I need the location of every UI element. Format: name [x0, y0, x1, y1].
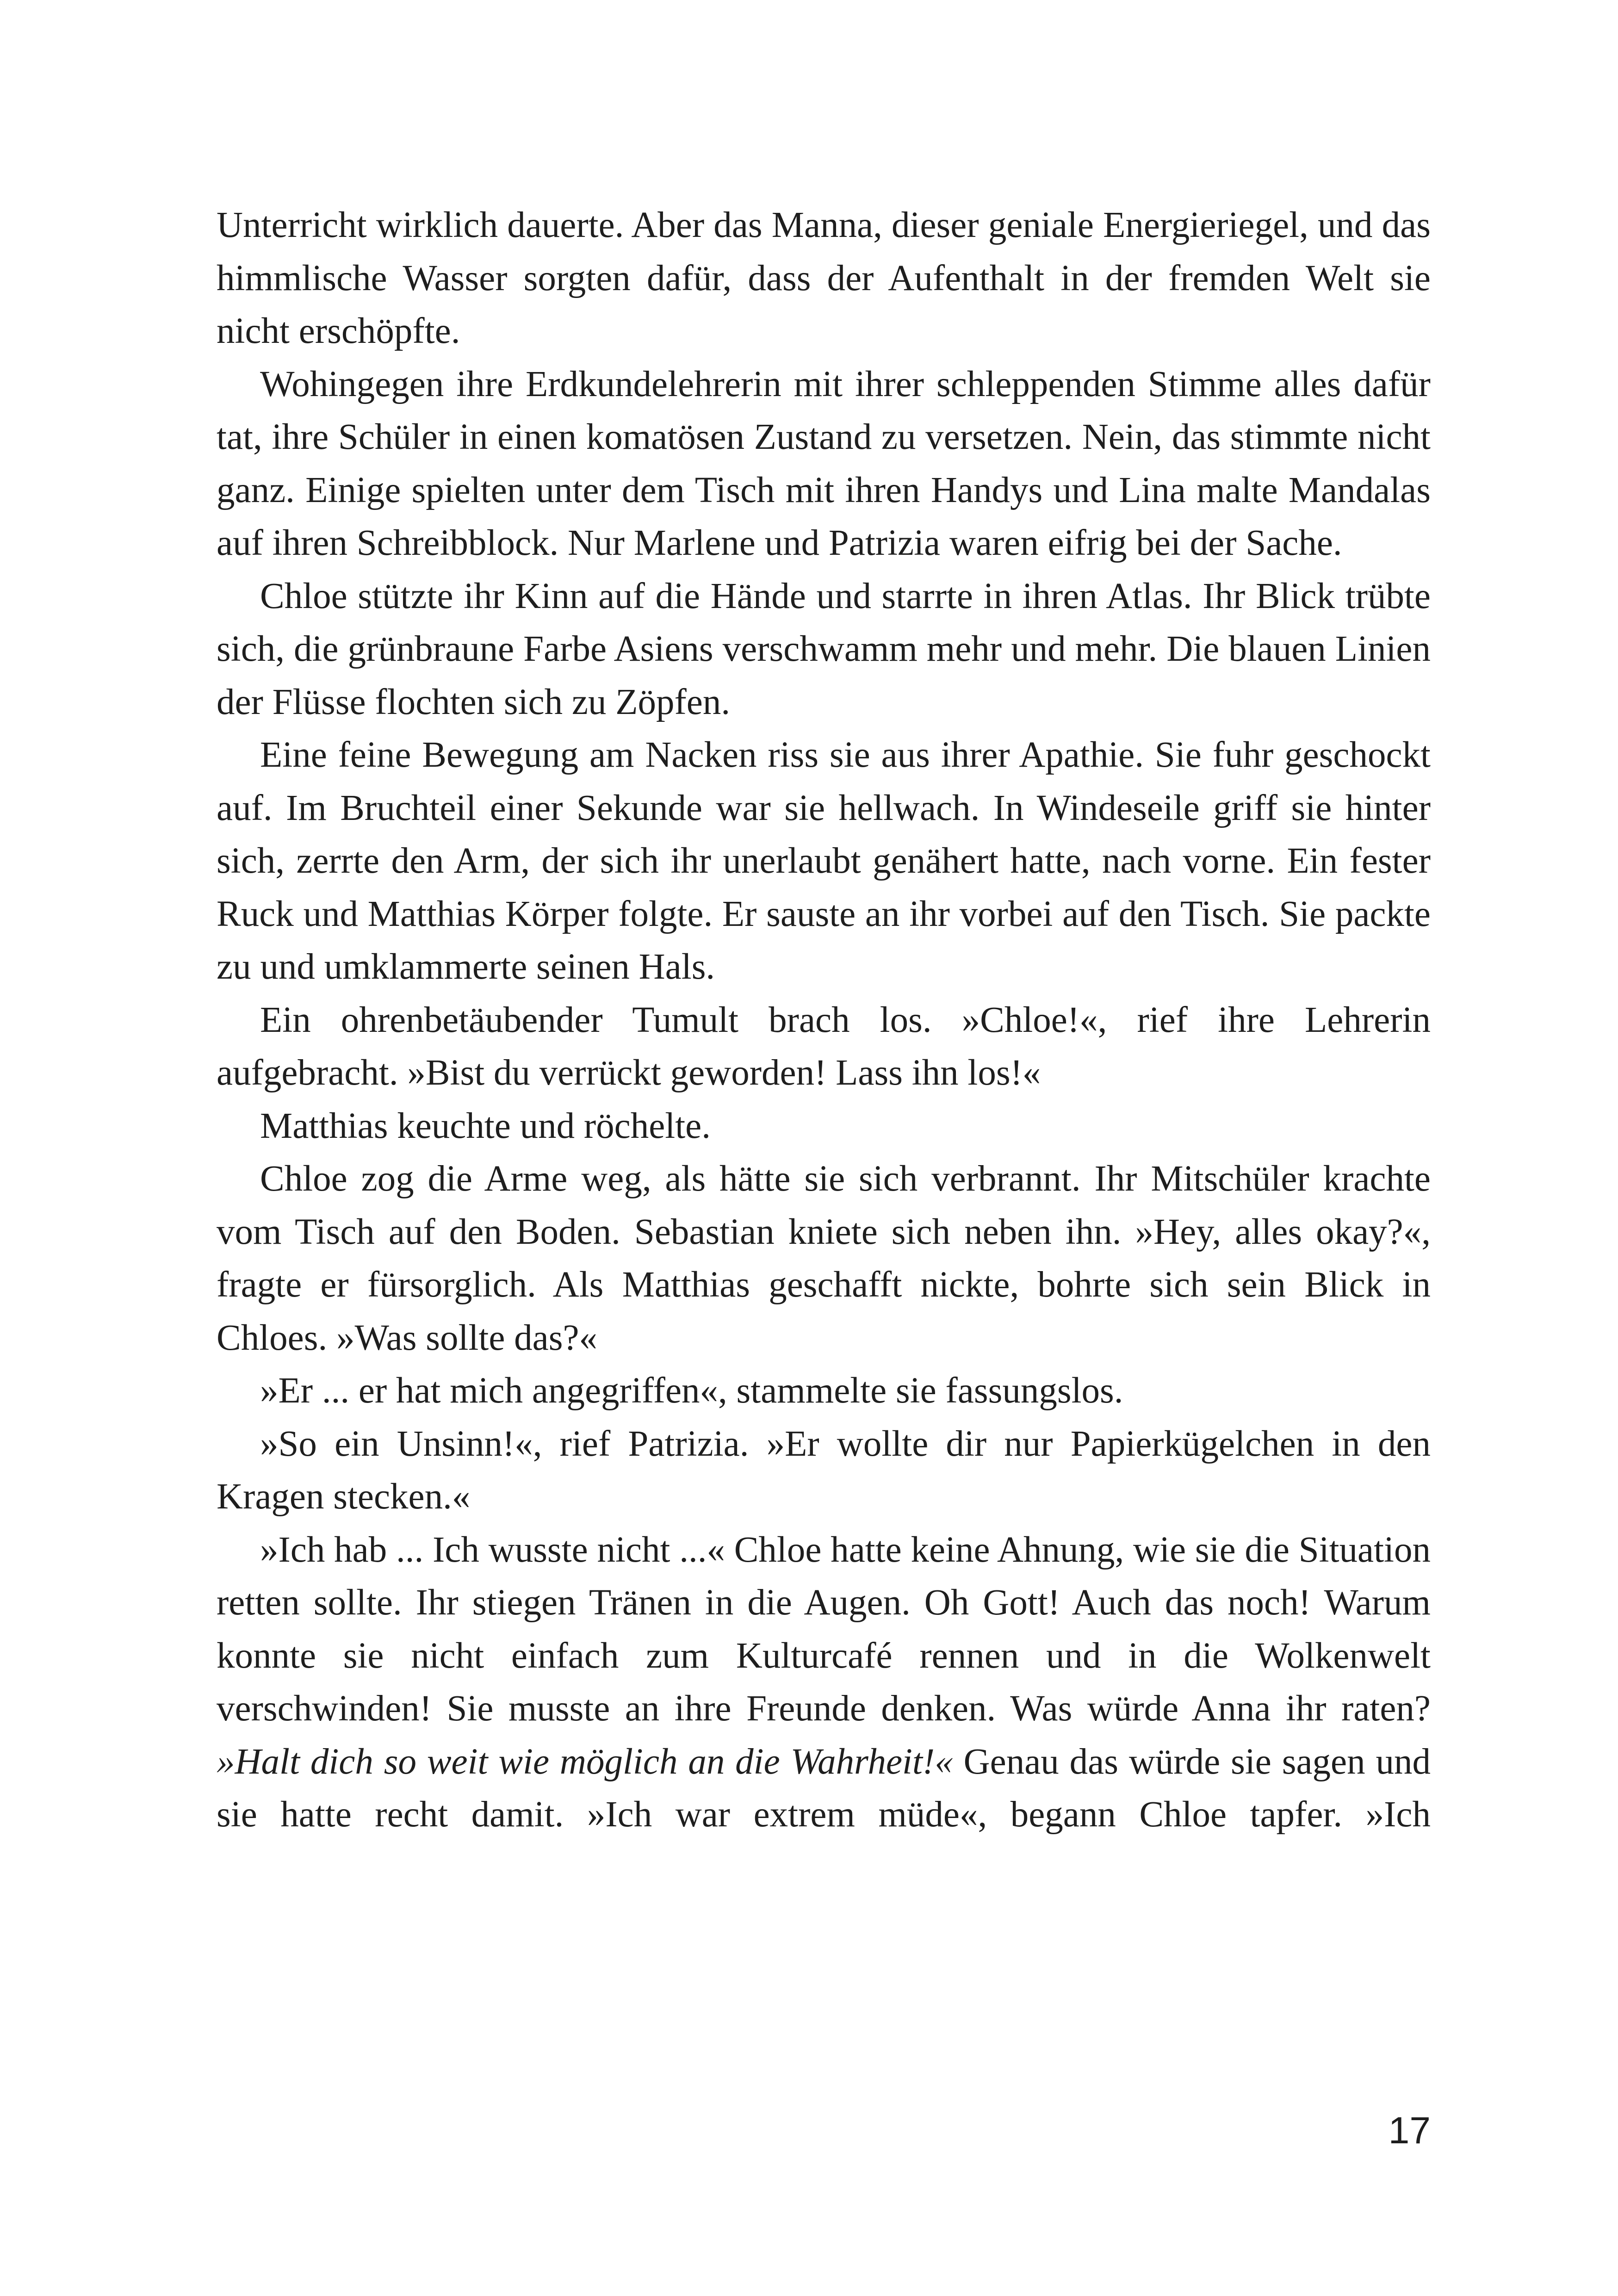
italic-quote: »Halt dich so weit wie möglich an die Wahrheit!« [217, 1741, 953, 1782]
paragraph: Chloe zog die Arme weg, als hätte sie sich verbrannt. Ihr Mitschüler krachte vom Tisch auf den Boden. Sebastian kniete sich neben ihn. »Hey, alles okay?«, fragte er fürsorglich. Als Matthias geschafft nickte, bohrte sich sein Blick in Chloes. »Was sollte das?« [217, 1159, 1431, 1358]
paragraph: Chloe stützte ihr Kinn auf die Hände und starrte in ihren Atlas. Ihr Blick trübte sich, die grünbraune Farbe Asiens verschwamm mehr und mehr. Die blauen Linien der Flüsse flochten sich zu Zöpfen. [217, 576, 1431, 722]
paragraph: Eine feine Bewegung am Nacken riss sie aus ihrer Apathie. Sie fuhr geschockt auf. Im Bruchteil einer Sekunde war sie hellwach. In Windeseile griff sie hinter sich, zerrte den Arm, der sich ihr unerlaubt genähert hatte, nach vorne. Ein fester Ruck und Matthias Körper folgte. Er sauste an ihr vorbei auf den Tisch. Sie packte zu und umklammerte seinen Hals. [217, 735, 1431, 987]
page-number: 17 [1388, 2110, 1431, 2152]
paragraph [217, 1524, 1431, 1842]
paragraph: Ein ohrenbetäubender Tumult brach los. »Chloe!«, rief ihre Lehrerin aufgebracht. »Bist du verrückt geworden! Lass ihn los!« [217, 999, 1431, 1093]
paragraph: Wohingegen ihre Erdkundelehrerin mit ihrer schleppenden Stimme alles dafür tat, ihre Schüler in einen komatösen Zustand zu versetzen. Nein, das stimmte nicht ganz. Einige spielten unter dem Tisch mit ihren Handys und Lina malte Mandalas auf ihren Schreibblock. Nur Marlene und Patrizia waren eifrig bei der Sache. [217, 364, 1431, 563]
body-text [217, 199, 1431, 1842]
paragraph: Matthias keuchte und röchelte. [260, 1105, 711, 1146]
paragraph: »Er ... er hat mich angegriffen«, stammelte sie fassungslos. [260, 1371, 1123, 1411]
paragraph: Unterricht wirklich dauerte. Aber das Manna, dieser geniale Energieriegel, und das himmlische Wasser sorgten dafür, dass der Aufenthalt in der fremden Welt sie nicht erschöpfte. [217, 205, 1431, 351]
paragraph: »So ein Unsinn!«, rief Patrizia. »Er wollte dir nur Papierkügelchen in den Kragen stecken.« [217, 1423, 1431, 1517]
paragraph-text: Genau das würde sie sagen und sie hatte recht damit. »Ich war extrem müde«, begann Chloe tapfer. »Ich [217, 1741, 1431, 1835]
paragraph-text: »Ich hab ... Ich wusste nicht ...« Chloe hatte keine Ahnung, wie sie die Situation retten sollte. Ihr stiegen Tränen in die Augen. Oh Gott! Auch das noch! Warum konnte sie nicht einfach zum Kulturcafé rennen und in die Wolkenwelt verschwinden! Sie musste an ihre Freunde denken. Was würde Anna ihr raten? [217, 1529, 1431, 1729]
